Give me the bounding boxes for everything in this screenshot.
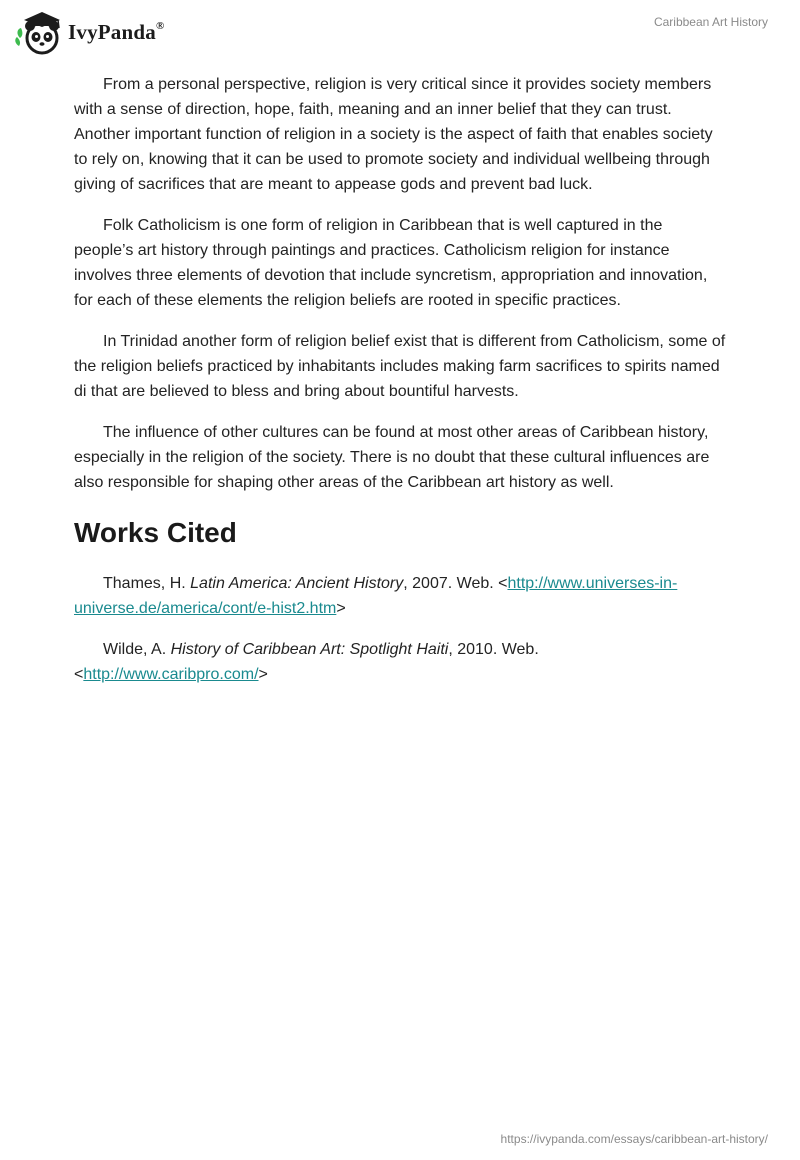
paragraph-2: Folk Catholicism is one form of religion in Caribbean that is well captured in the people’s art history through paintings and practices. Catholicism religion for instance involves three elements of devotion that include syncretism, appropriation and innovation, for each of these elements the religion beliefs are rooted in specific practices.	[74, 217, 708, 309]
citation-details: , 2007. Web. <	[403, 575, 508, 592]
document-title: Caribbean Art History	[653, 15, 768, 29]
citation-link[interactable]: http://www.universes-in-universe.de/america/cont/e-hist2.htm	[74, 575, 678, 617]
citation-close: >	[336, 600, 346, 617]
citation-title: History of Caribbean Art: Spotlight Haiti	[170, 641, 449, 658]
paragraph-3: In Trinidad another form of religion belief exist that is different from Catholicism, some of the religion beliefs practiced by inhabitants includes making farm sacrifices to spirits named di that are believed to bless and bring about bountiful harvests.	[74, 333, 726, 400]
citation-details: , 2010. Web. <	[74, 641, 539, 683]
works-cited-heading: Works Cited	[74, 517, 237, 548]
citation-author: Wilde, A.	[103, 641, 171, 658]
citation-link[interactable]: http://www.caribpro.com/	[83, 666, 259, 683]
citation-2	[74, 637, 726, 687]
ivypanda-logo[interactable]	[14, 8, 164, 56]
paragraph-1: From a personal perspective, religion is very critical since it provides society members with a sense of direction, hope, faith, meaning and an inner belief that they can trust. Another important function of religion in a society is the aspect of faith that enables society to rely on, knowing that it can be used to promote society and individual wellbeing through giving of sacrifices that are meant to appease gods and prevent bad luck.	[74, 76, 713, 193]
citation-author: Thames, H.	[103, 575, 191, 592]
essay-content	[74, 72, 726, 703]
page-header	[0, 0, 800, 60]
citation-1	[74, 571, 726, 621]
footer-url: https://ivypanda.com/essays/caribbean-art-history/	[500, 1132, 768, 1146]
panda-graduate-icon	[14, 8, 64, 56]
paragraph-4: The influence of other cultures can be found at most other areas of Caribbean history, especially in the religion of the society. There is no doubt that these cultural influences are also responsible for shaping other areas of the Caribbean art history as well.	[74, 424, 710, 491]
citation-title: Latin America: Ancient History	[190, 575, 404, 592]
brand-name: IvyPanda®	[68, 19, 165, 44]
citation-close: >	[258, 666, 268, 683]
